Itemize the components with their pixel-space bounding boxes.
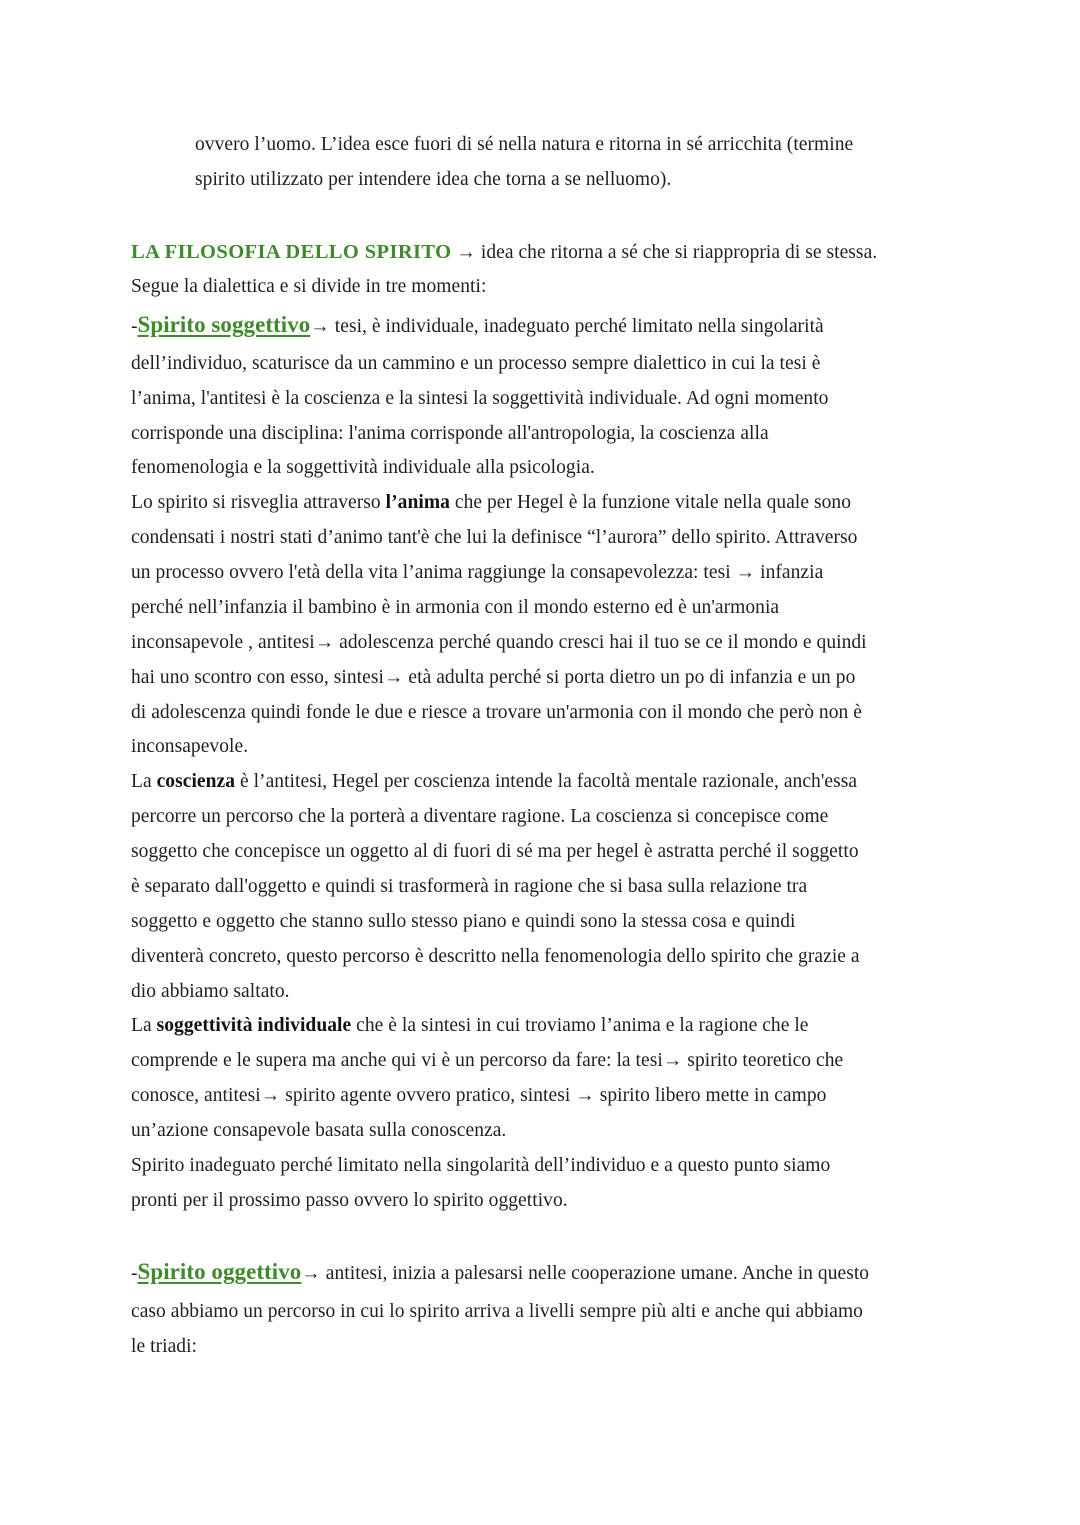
oggettivo-heading: Spirito oggettivo: [137, 1259, 302, 1284]
paragraph-line: fenomenologia e la soggettività individuale alla psicologia.: [131, 457, 595, 478]
paragraph-line: caso abbiamo un percorso in cui lo spirito arriva a livelli sempre più alti e anche qui abbiamo: [131, 1301, 863, 1322]
paragraph-line: dio abbiamo saltato.: [131, 981, 290, 1002]
paragraph-line: un’azione consapevole basata sulla conoscenza.: [131, 1120, 507, 1141]
intro-line-2: spirito utilizzato per intendere idea che torna a se nelluomo).: [195, 169, 672, 190]
paragraph-line: l’anima, l'antitesi è la coscienza e la sintesi la soggettività individuale. Ad ogni momento: [131, 388, 829, 409]
section-heading-line: [131, 239, 877, 266]
text-segment: La: [131, 1015, 157, 1036]
paragraph-line: comprende e le supera ma anche qui vi è un percorso da fare: la tesi→ spirito teoretico che: [131, 1050, 844, 1071]
oggettivo-prefix: -: [131, 1263, 138, 1284]
section-title: LA FILOSOFIA DELLO SPIRITO: [131, 241, 452, 263]
paragraph-line: condensati i nostri stati d’animo tant'è che lui la definisce “l’aurora” dello spirito. Attraverso: [131, 527, 858, 548]
section-title-tail: → idea che ritorna a sé che si riappropria di se stessa.: [451, 242, 878, 263]
paragraph-line: soggetto e oggetto che stanno sullo stesso piano e quindi sono la stessa cosa e quindi: [131, 911, 796, 932]
text-segment: che è la sintesi in cui troviamo l’anima e la ragione che le: [351, 1015, 809, 1036]
anima-line-1: [131, 490, 851, 516]
paragraph-line: perché nell’infanzia il bambino è in armonia con il mondo esterno ed è un'armonia: [131, 597, 780, 618]
anima-term: l’anima: [385, 492, 450, 513]
paragraph-line: pronti per il prossimo passo ovvero lo spirito oggettivo.: [131, 1190, 568, 1211]
soggettivo-heading: Spirito soggettivo: [137, 312, 311, 337]
paragraph-line: di adolescenza quindi fonde le due e riesce a trovare un'armonia con il mondo che però non è: [131, 702, 862, 723]
paragraph-line: Spirito inadeguato perché limitato nella singolarità dell’individuo e a questo punto siamo: [131, 1155, 831, 1176]
soggettivita-term: soggettività individuale: [156, 1015, 352, 1036]
coscienza-term: coscienza: [156, 771, 236, 792]
paragraph-line: dell’individuo, scaturisce da un cammino e un processo sempre dialettico in cui la tesi è: [131, 353, 821, 374]
soggettivo-prefix: -: [131, 316, 138, 337]
soggettivo-heading-line: [131, 312, 824, 340]
oggettivo-heading-line: [131, 1259, 869, 1287]
paragraph-line: hai uno scontro con esso, sintesi→ età adulta perché si porta dietro un po di infanzia e un po: [131, 667, 856, 688]
text-segment: che per Hegel è la funzione vitale nella quale sono: [449, 492, 852, 513]
text-segment: è l’antitesi, Hegel per coscienza intende la facoltà mentale razionale, anch'essa: [235, 771, 858, 792]
text-segment: La: [131, 771, 157, 792]
oggettivo-heading-tail: → antitesi, inizia a palesarsi nelle cooperazione umane. Anche in questo: [301, 1263, 870, 1284]
soggettivita-line-1: [131, 1013, 809, 1039]
paragraph-line: conosce, antitesi→ spirito agente ovvero pratico, sintesi → spirito libero mette in campo: [131, 1085, 827, 1106]
paragraph-line: inconsapevole.: [131, 736, 249, 757]
paragraph-line: diventerà concreto, questo percorso è descritto nella fenomenologia dello spirito che grazie a: [131, 946, 860, 967]
paragraph-line: corrisponde una disciplina: l'anima corrisponde all'antropologia, la coscienza alla: [131, 423, 769, 444]
paragraph-line: è separato dall'oggetto e quindi si trasformerà in ragione che si basa sulla relazione tra: [131, 876, 808, 897]
intro-line-1: ovvero l’uomo. L’idea esce fuori di sé nella natura e ritorna in sé arricchita (termine: [195, 134, 854, 155]
paragraph-line: un processo ovvero l'età della vita l’anima raggiunge la consapevolezza: tesi → infanzia: [131, 562, 824, 583]
paragraph-line: soggetto che concepisce un oggetto al di fuori di sé ma per hegel è astratta perché il soggetto: [131, 841, 859, 862]
text-segment: Lo spirito si risveglia attraverso: [131, 492, 386, 513]
paragraph-line: percorre un percorso che la porterà a diventare ragione. La coscienza si concepisce come: [131, 806, 829, 827]
paragraph-line: inconsapevole , antitesi→ adolescenza perché quando cresci hai il tuo se ce il mondo e quindi: [131, 632, 867, 653]
paragraph-line: le triadi:: [131, 1336, 198, 1357]
soggettivo-heading-tail: → tesi, è individuale, inadeguato perché limitato nella singolarità: [310, 316, 824, 337]
section-intro-line: Segue la dialettica e si divide in tre momenti:: [131, 276, 487, 297]
coscienza-line-1: [131, 769, 857, 795]
